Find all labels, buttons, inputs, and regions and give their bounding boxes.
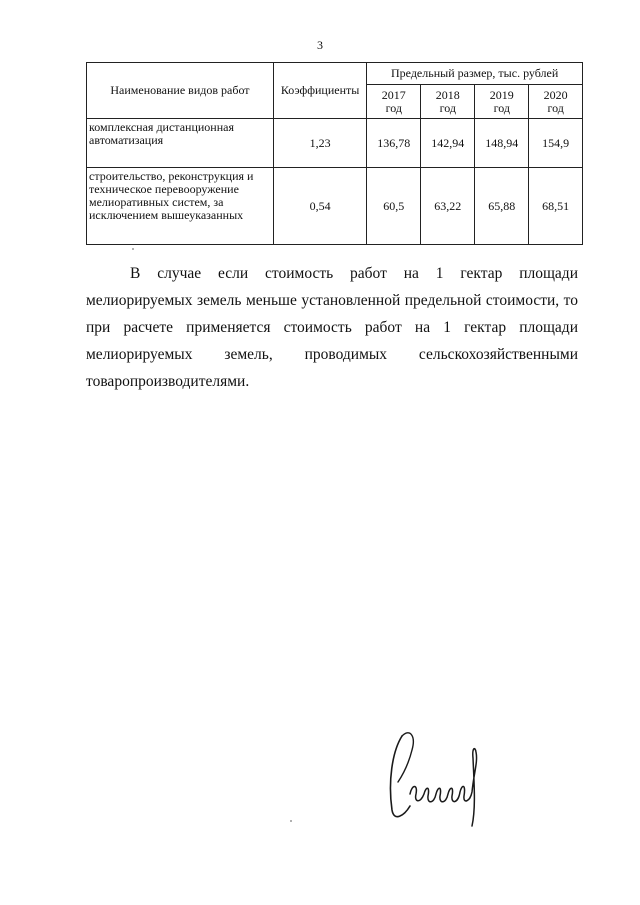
coefficient-cell: 0,54: [273, 168, 366, 245]
year-label: 2020: [543, 87, 568, 102]
value-cell-2020: 68,51: [529, 168, 583, 245]
work-type-cell: строительство, реконструкция и техническое перевооружение мелиоративных систем, за исключением вышеуказанных: [87, 168, 274, 245]
value-cell-2018: 142,94: [421, 119, 475, 168]
year-unit: год: [385, 100, 402, 115]
coefficient-cell: 1,23: [273, 119, 366, 168]
page-number: 3: [317, 38, 323, 52]
handwritten-signature: [380, 722, 500, 832]
rates-table: [86, 62, 583, 245]
table-row: [87, 168, 583, 245]
year-unit: год: [493, 100, 510, 115]
value-cell-2017: 60,5: [367, 168, 421, 245]
year-unit: год: [547, 100, 564, 115]
value-cell-2019: 148,94: [475, 119, 529, 168]
header-limit-group: Предельный размер, тыс. рублей: [367, 63, 583, 85]
year-label: 2018: [435, 87, 460, 102]
table-row: [87, 119, 583, 168]
value-cell-2020: 154,9: [529, 119, 583, 168]
header-year-2018: [421, 85, 475, 119]
scan-speck: [132, 248, 134, 250]
table-header-row: [87, 63, 583, 85]
year-label: 2019: [489, 87, 514, 102]
value-cell-2018: 63,22: [421, 168, 475, 245]
year-label: 2017: [381, 87, 406, 102]
body-paragraph: В случае если стоимость работ на 1 гектар площади мелиорируемых земель меньше установленной предельной стоимости, то при расчете применяется стоимость работ на 1 гектар площади мелиорируемых земель, проводимых сельскохозяйственными товаропроизводителями.: [86, 265, 578, 390]
header-year-2020: [529, 85, 583, 119]
header-year-2017: [367, 85, 421, 119]
header-work-type: Наименование видов работ: [87, 63, 274, 119]
header-year-2019: [475, 85, 529, 119]
header-coefficient: Коэффициенты: [273, 63, 366, 119]
scan-speck: [290, 820, 292, 822]
value-cell-2019: 65,88: [475, 168, 529, 245]
work-type-cell: комплексная дистанционная автоматизация: [87, 119, 274, 168]
value-cell-2017: 136,78: [367, 119, 421, 168]
year-unit: год: [439, 100, 456, 115]
